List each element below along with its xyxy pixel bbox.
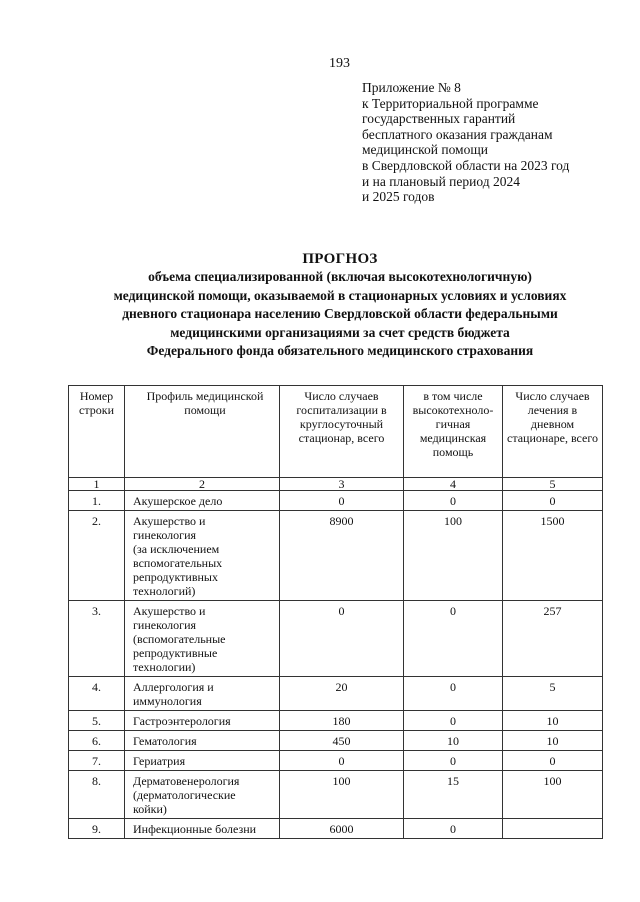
table-header-row	[69, 386, 603, 478]
profile-cell: Гематология	[125, 731, 280, 751]
hightech-cell: 0	[404, 711, 503, 731]
hightech-cell: 15	[404, 771, 503, 819]
hightech-cell: 0	[404, 819, 503, 839]
appendix-line: и 2025 годов	[362, 189, 435, 205]
hightech-cell: 100	[404, 511, 503, 601]
day-hospital-cell: 100	[503, 771, 603, 819]
table-row	[69, 491, 603, 511]
row-number-cell: 1.	[69, 491, 125, 511]
hospitalizations-cell: 0	[280, 751, 404, 771]
day-hospital-cell	[503, 819, 603, 839]
column-number: 4	[404, 478, 503, 491]
header-day-hospital: Число случаев лечения в дневном стационаре, всего	[503, 386, 603, 478]
column-number: 1	[69, 478, 125, 491]
heading-line: медицинскими организациями за счет средств бюджета	[170, 324, 510, 340]
table-row	[69, 771, 603, 819]
appendix-line: и на плановый период 2024	[362, 173, 520, 189]
profile-cell: Акушерство и гинекология (вспомогательные репродуктивные технологии)	[125, 601, 280, 677]
hospitalizations-cell: 0	[280, 491, 404, 511]
page-number: 193	[329, 56, 350, 71]
row-number-cell: 3.	[69, 601, 125, 677]
table-row	[69, 711, 603, 731]
day-hospital-cell: 10	[503, 731, 603, 751]
appendix-block	[362, 80, 632, 205]
row-number-cell: 8.	[69, 771, 125, 819]
header-profile: Профиль медицинской помощи	[125, 386, 280, 478]
document-title: ПРОГНОЗ	[302, 251, 378, 267]
profile-cell: Гериатрия	[125, 751, 280, 771]
hightech-cell: 10	[404, 731, 503, 751]
row-number-cell: 5.	[69, 711, 125, 731]
row-number-cell: 9.	[69, 819, 125, 839]
hospitalizations-cell: 180	[280, 711, 404, 731]
row-number-cell: 4.	[69, 677, 125, 711]
appendix-line: Приложение № 8	[362, 80, 461, 95]
hightech-cell: 0	[404, 751, 503, 771]
heading-line: Федерального фонда обязательного медицинского страхования	[146, 343, 534, 359]
hospitalizations-cell: 6000	[280, 819, 404, 839]
column-number: 2	[125, 478, 280, 491]
profile-cell: Дерматовенерология (дерматологические койки)	[125, 771, 280, 819]
row-number-cell: 6.	[69, 731, 125, 751]
table-row	[69, 731, 603, 751]
appendix-line: медицинской помощи	[362, 142, 488, 158]
hightech-cell: 0	[404, 601, 503, 677]
row-number-cell: 2.	[69, 511, 125, 601]
document-heading	[60, 250, 620, 361]
day-hospital-cell: 0	[503, 751, 603, 771]
header-hospitalizations: Число случаев госпитализации в круглосуточный стационар, всего	[280, 386, 404, 478]
appendix-line: государственных гарантий	[362, 111, 516, 127]
appendix-line: бесплатного оказания гражданам	[362, 126, 553, 142]
heading-line: объема специализированной (включая высокотехнологичную)	[148, 269, 532, 284]
heading-line: дневного стационара населению Свердловской области федеральными	[122, 306, 558, 322]
day-hospital-cell: 10	[503, 711, 603, 731]
hospitalizations-cell: 450	[280, 731, 404, 751]
forecast-table	[68, 385, 603, 839]
hospitalizations-cell: 100	[280, 771, 404, 819]
profile-cell: Аллергология и иммунология	[125, 677, 280, 711]
profile-cell: Гастроэнтерология	[125, 711, 280, 731]
hospitalizations-cell: 0	[280, 601, 404, 677]
appendix-line: к Территориальной программе	[362, 95, 539, 111]
hightech-cell: 0	[404, 491, 503, 511]
profile-cell: Акушерское дело	[125, 491, 280, 511]
day-hospital-cell: 1500	[503, 511, 603, 601]
table-row	[69, 819, 603, 839]
header-row-number: Номер строки	[69, 386, 125, 478]
hightech-cell: 0	[404, 677, 503, 711]
table-row	[69, 601, 603, 677]
hospitalizations-cell: 20	[280, 677, 404, 711]
profile-cell: Инфекционные болезни	[125, 819, 280, 839]
column-number: 5	[503, 478, 603, 491]
day-hospital-cell: 0	[503, 491, 603, 511]
column-number-row	[69, 478, 603, 491]
profile-cell: Акушерство и гинекология (за исключением вспомогательных репродуктивных технологий)	[125, 511, 280, 601]
table-row	[69, 751, 603, 771]
day-hospital-cell: 257	[503, 601, 603, 677]
table-row	[69, 511, 603, 601]
day-hospital-cell: 5	[503, 677, 603, 711]
table-row	[69, 677, 603, 711]
appendix-line: в Свердловской области на 2023 год	[362, 157, 570, 173]
header-hightech: в том числе высокотехноло-гичная медицинская помощь	[404, 386, 503, 478]
hospitalizations-cell: 8900	[280, 511, 404, 601]
column-number: 3	[280, 478, 404, 491]
row-number-cell: 7.	[69, 751, 125, 771]
heading-line: медицинской помощи, оказываемой в стационарных условиях и условиях	[113, 287, 567, 303]
